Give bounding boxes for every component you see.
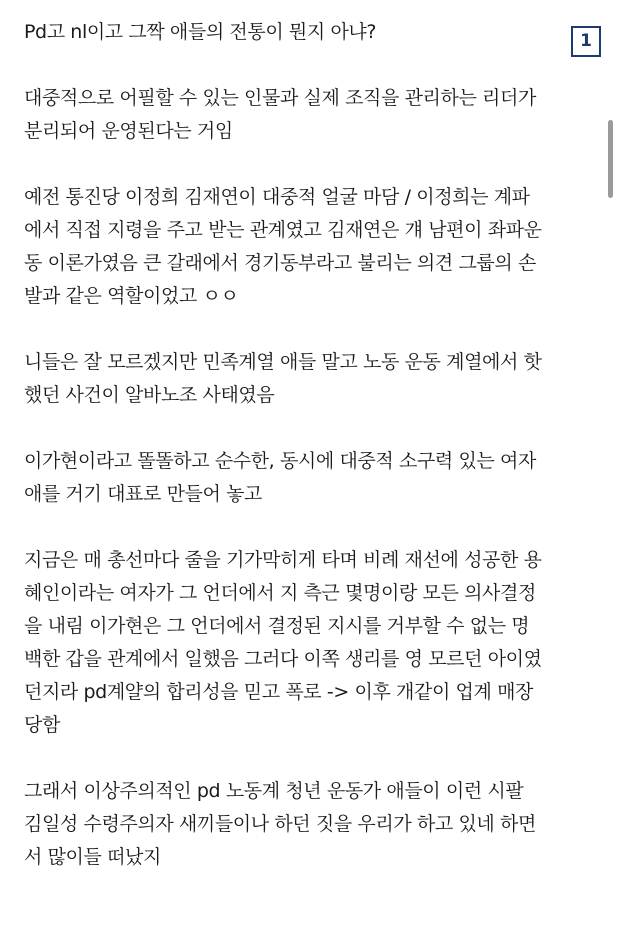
paragraph-7 [24,775,594,874]
text-line: 당함 [24,714,60,736]
paragraph-2 [24,82,594,148]
text-line: 했던 사건이 알바노조 사태였음 [24,384,275,406]
post-body [24,16,594,907]
text-line: 분리되어 운영된다는 거임 [24,120,233,142]
text-line: 이가현이라고 똘똘하고 순수한, 동시에 대중적 소구력 있는 여자 [24,450,536,472]
paragraph-1 [24,16,594,49]
text-line: 김일성 수령주의자 새끼들이나 하던 짓을 우리가 하고 있네 하면 [24,813,536,835]
text-line: 에서 직접 지령을 주고 받는 관계였고 김재연은 걔 남편이 좌파운 [24,219,542,241]
text-line: 백한 갑을 관계에서 일했음 그러다 이쪽 생리를 영 모르던 아이였 [24,648,542,670]
text-line: Pd고 nl이고 그짝 애들의 전통이 뭔지 아냐? [24,21,377,43]
text-line: 예전 통진당 이정희 김재연이 대중적 얼굴 마담 / 이정희는 계파 [24,186,530,208]
text-line: 니들은 잘 모르겠지만 민족계열 애들 말고 노동 운동 계열에서 핫 [24,351,542,373]
text-line: 던지라 pd계얄의 합리성을 믿고 폭로 -> 이후 개같이 업계 매장 [24,681,533,703]
text-line: 지금은 매 총선마다 줄을 기가막히게 타며 비례 재선에 성공한 용 [24,549,542,571]
text-line: 그래서 이상주의적인 pd 노동계 청년 운동가 애들이 이런 시팔 [24,780,524,802]
text-line: 서 많이들 떠났지 [24,846,161,868]
text-line: 발과 같은 역할이었고 ㅇㅇ [24,285,239,307]
paragraph-5 [24,445,594,511]
paragraph-4 [24,346,594,412]
paragraph-3 [24,181,594,313]
text-line: 대중적으로 어필할 수 있는 인물과 실제 조직을 관리하는 리더가 [24,87,536,109]
scrollbar-thumb[interactable] [608,120,613,198]
paragraph-6 [24,544,594,742]
text-line: 애를 거기 대표로 만들어 놓고 [24,483,263,505]
text-line: 을 내림 이가현은 그 언더에서 결정된 지시를 거부할 수 없는 명 [24,615,530,637]
text-line: 혜인이라는 여자가 그 언더에서 지 측근 몇명이랑 모든 의사결정 [24,582,536,604]
text-line: 동 이론가였음 큰 갈래에서 경기동부라고 불리는 의견 그룹의 손 [24,252,536,274]
page-number-badge: 1 [571,26,601,57]
